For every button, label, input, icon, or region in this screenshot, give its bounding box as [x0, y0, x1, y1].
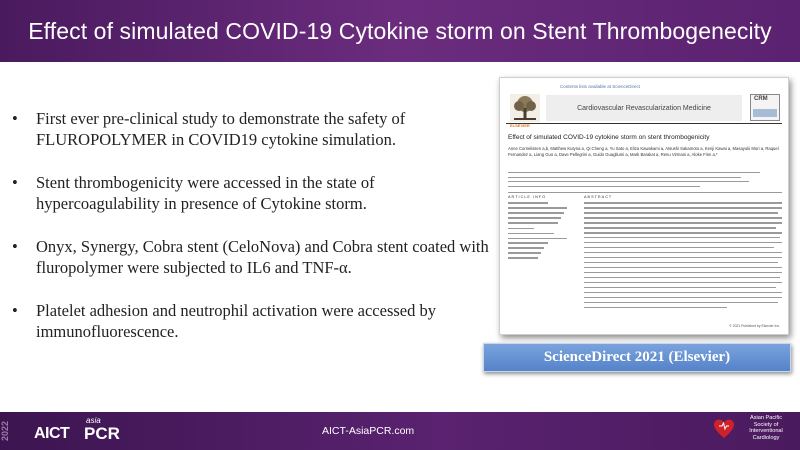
journal-cover-icon: [750, 94, 780, 121]
slide-title: Effect of simulated COVID-19 Cytokine storm on Stent Thrombogenecity: [28, 17, 772, 44]
journal-name: Cardiovascular Revascularization Medicine: [577, 104, 711, 112]
paper-topline: Contents lists available at ScienceDirect: [560, 84, 641, 89]
affiliations: [508, 172, 782, 190]
source-label: ScienceDirect 2021 (Elsevier): [543, 349, 731, 365]
article-info-heading: ARTICLE INFO: [508, 195, 547, 199]
bullet-icon: •: [12, 237, 18, 256]
paper-thumbnail: [499, 77, 789, 335]
slide-footer: [0, 412, 800, 450]
source-label-box: [483, 343, 791, 372]
abstract-column: [584, 202, 782, 312]
publisher-name: ELSEVIER: [510, 123, 530, 128]
article-info-column: [508, 202, 574, 262]
footer-year: 2022: [0, 420, 10, 442]
slide-header: [0, 0, 800, 62]
footer-url[interactable]: AICT-AsiaPCR.com: [322, 425, 415, 437]
apsic-logo-text: Asian Pacific Society of Interventional Cardiology: [749, 415, 783, 441]
bullet-item: [12, 300, 492, 342]
journal-abbrev: CRM: [754, 96, 768, 102]
bullet-icon: •: [12, 173, 18, 192]
paper-masthead: [506, 92, 782, 128]
heart-icon: [713, 418, 735, 440]
asia-logo-text: asia: [86, 416, 101, 425]
bullet-text: Stent thrombogenicity were accessed in the state of hypercoagulability in presence of Cytokine storm.: [36, 173, 375, 213]
abstract-heading: ABSTRACT: [584, 195, 613, 199]
bullet-item: [12, 108, 492, 150]
bullet-list: [12, 108, 492, 364]
paper-copyright: © 2021 Published by Elsevier Inc.: [729, 324, 780, 328]
pcr-logo: PCR: [84, 424, 120, 443]
journal-box: [546, 95, 742, 121]
bullet-text: Platelet adhesion and neutrophil activation were accessed by immunofluorescence.: [36, 301, 436, 341]
elsevier-tree-icon: [510, 94, 540, 122]
bullet-text: Onyx, Synergy, Cobra stent (CeloNova) and Cobra stent coated with fluropolymer were subjected to IL6 and TNF-α.: [36, 237, 489, 277]
article-title: Effect of simulated COVID-19 cytokine storm on stent thrombogenicity: [508, 134, 710, 141]
aict-logo: AICT: [34, 425, 70, 442]
bullet-text: First ever pre-clinical study to demonstrate the safety of FLUROPOLYMER in COVID19 cytokine simulation.: [36, 109, 406, 149]
bullet-item: [12, 172, 492, 214]
bullet-icon: •: [12, 301, 18, 320]
bullet-icon: •: [12, 109, 18, 128]
bullet-item: [12, 236, 492, 278]
article-authors: Anne Cornelissen a,b, Matthew Kutyna a, Qi Cheng a, Yu Sato a, Eliza Kawakami a, Atsushi Sakamoto a, Kenji Kawai a, Masayuki Mori a, Raquel Fernandez a, Liang Guo a, Dave Pellegrini a, Guido Guagliumi a, Mark Barakat a, Renu Virmani a, Aloke Finn a,*: [508, 146, 779, 157]
